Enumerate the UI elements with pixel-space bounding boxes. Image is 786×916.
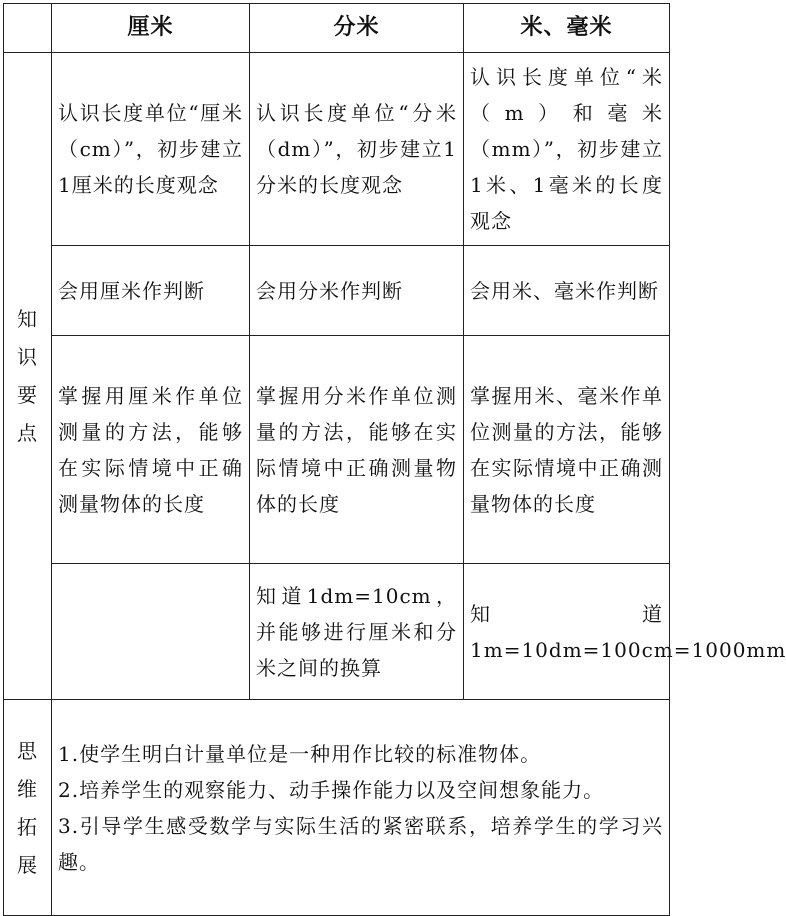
header-decimeter: 分米 [250, 4, 464, 53]
cell-r2-c3: 会用米、毫米作判断 [464, 246, 670, 336]
cell-r4-c2: 知道1dm=10cm，并能够进行厘米和分米之间的换算 [250, 564, 464, 700]
knowledge-row-1 [4, 53, 670, 246]
header-meter-millimeter: 米、毫米 [464, 4, 670, 53]
cell-r3-c3: 掌握用米、毫米作单位测量的方法，能够在实际情境中正确测量物体的长度 [464, 336, 670, 564]
knowledge-row-3 [4, 336, 670, 564]
header-row [4, 4, 670, 53]
thinking-row [4, 700, 670, 916]
header-centimeter: 厘米 [52, 4, 250, 53]
corner-cell [4, 4, 52, 53]
cell-r1-c1: 认识长度单位“厘米（cm）”，初步建立1厘米的长度观念 [52, 53, 250, 246]
section-label-thinking [4, 700, 52, 916]
cell-r4-c1 [52, 564, 250, 700]
knowledge-row-2 [4, 246, 670, 336]
cell-r4-c3: 知道1m=10dm=100cm=1000mm [464, 564, 670, 700]
section-label-thinking-text: 思维拓展 [17, 738, 38, 877]
thinking-item-2: 2.培养学生的观察能力、动手操作能力以及空间想象能力。 [58, 777, 605, 802]
thinking-content [52, 700, 670, 916]
cell-r1-c2: 认识长度单位“分米（dm）”，初步建立1分米的长度观念 [250, 53, 464, 246]
thinking-item-1: 1.使学生明白计量单位是一种用作比较的标准物体。 [58, 741, 542, 766]
thinking-item-3: 3.引导学生感受数学与实际生活的紧密联系，培养学生的学习兴趣。 [58, 813, 663, 874]
section-label-knowledge [4, 53, 52, 700]
section-label-knowledge-text: 知识要点 [17, 307, 38, 445]
cell-r3-c1: 掌握用厘米作单位测量的方法，能够在实际情境中正确测量物体的长度 [52, 336, 250, 564]
cell-r1-c3: 认识长度单位“米（m）和毫米（mm）”，初步建立1米、1毫米的长度观念 [464, 53, 670, 246]
cell-r2-c2: 会用分米作判断 [250, 246, 464, 336]
knowledge-row-4 [4, 564, 670, 700]
cell-r2-c1: 会用厘米作判断 [52, 246, 250, 336]
cell-r3-c2: 掌握用分米作单位测量的方法，能够在实际情境中正确测量物体的长度 [250, 336, 464, 564]
curriculum-table [3, 3, 786, 916]
